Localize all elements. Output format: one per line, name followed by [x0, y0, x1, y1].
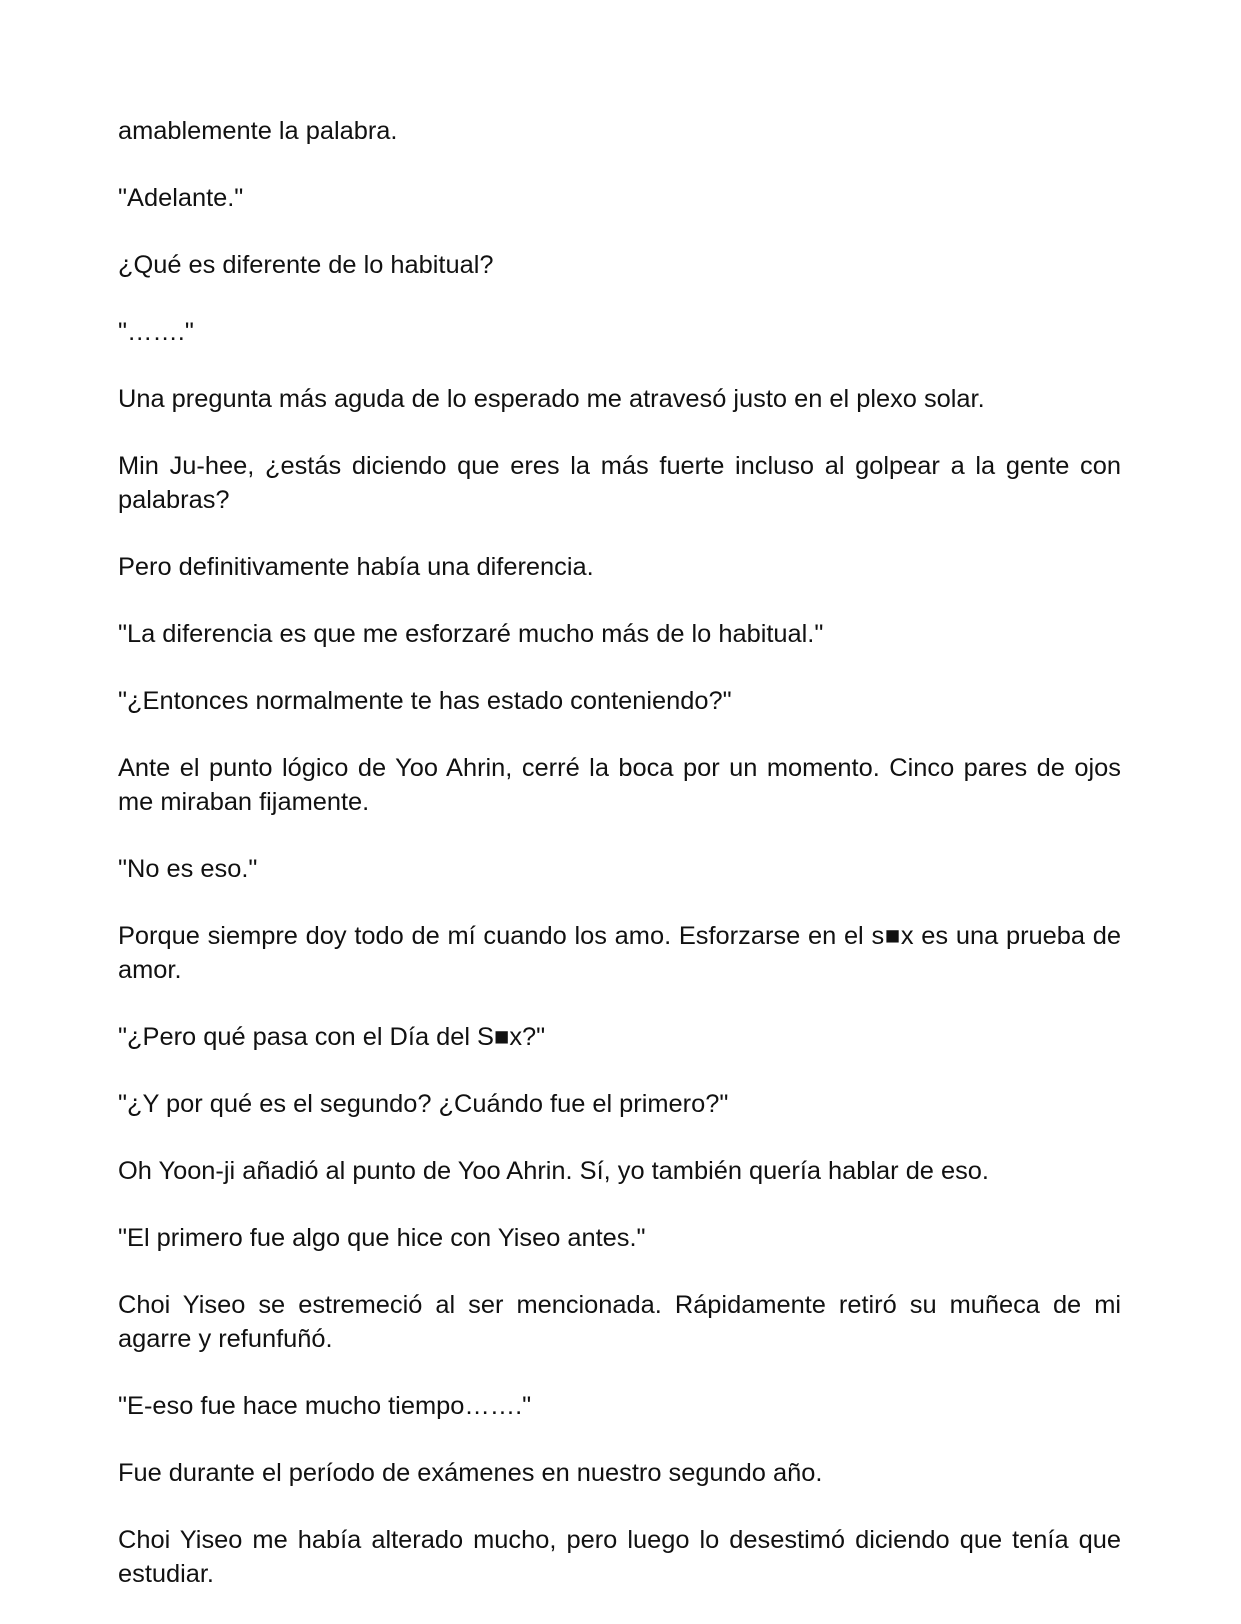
paragraph: Ante el punto lógico de Yoo Ahrin, cerré la boca por un momento. Cinco pares de ojos me miraban fijamente.	[118, 754, 1121, 816]
paragraph: "La diferencia es que me esforzaré mucho más de lo habitual."	[118, 620, 824, 648]
paragraph: "Adelante."	[118, 184, 244, 212]
paragraph: "¿Entonces normalmente te has estado conteniendo?"	[118, 687, 732, 715]
paragraph: Fue durante el período de exámenes en nuestro segundo año.	[118, 1459, 823, 1487]
paragraph: Min Ju-hee, ¿estás diciendo que eres la más fuerte incluso al golpear a la gente con palabras?	[118, 452, 1121, 514]
paragraph: "¿Y por qué es el segundo? ¿Cuándo fue el primero?"	[118, 1090, 729, 1118]
paragraph: "El primero fue algo que hice con Yiseo antes."	[118, 1224, 646, 1252]
paragraph: Choi Yiseo se estremeció al ser mencionada. Rápidamente retiró su muñeca de mi agarre y refunfuñó.	[118, 1291, 1121, 1353]
paragraph: "……."	[118, 318, 194, 346]
paragraph: ¿Qué es diferente de lo habitual?	[118, 251, 494, 279]
paragraph: Oh Yoon-ji añadió al punto de Yoo Ahrin. Sí, yo también quería hablar de eso.	[118, 1157, 989, 1185]
paragraph: Pero definitivamente había una diferencia.	[118, 553, 594, 581]
paragraph: Choi Yiseo me había alterado mucho, pero luego lo desestimó diciendo que tenía que estudiar.	[118, 1526, 1121, 1588]
paragraph: Porque siempre doy todo de mí cuando los amo. Esforzarse en el s■x es una prueba de amor.	[118, 922, 1121, 984]
paragraph: "¿Pero qué pasa con el Día del S■x?"	[118, 1023, 546, 1051]
paragraph: "E-eso fue hace mucho tiempo……."	[118, 1392, 532, 1420]
paragraph: Una pregunta más aguda de lo esperado me atravesó justo en el plexo solar.	[118, 385, 985, 413]
paragraph: amablemente la palabra.	[118, 117, 398, 145]
paragraph: "No es eso."	[118, 855, 258, 883]
text-body	[118, 114, 1121, 1624]
